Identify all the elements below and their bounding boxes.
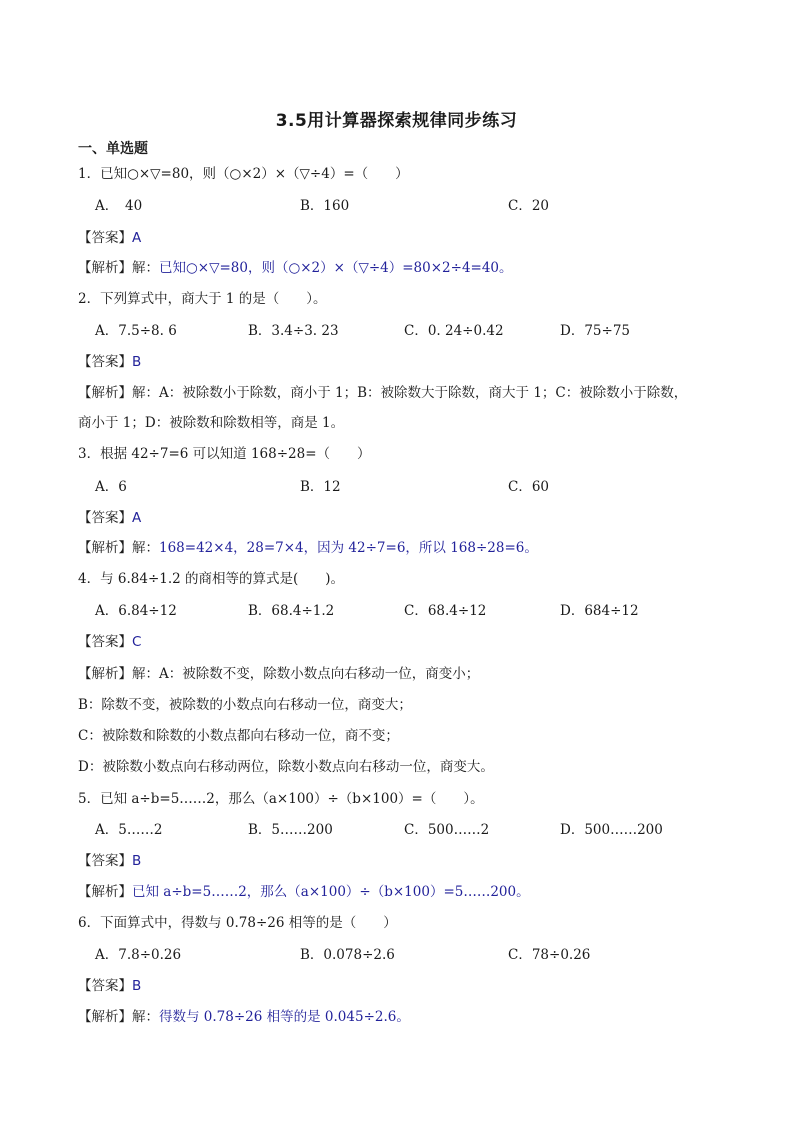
question-5-option-d: D．500……200 [560,822,663,838]
question-3-analysis [78,538,538,558]
question-2-option-d: D．75÷75 [560,323,630,339]
question-3-option-c: C．60 [508,479,550,495]
analysis-prefix: 解： [132,1009,159,1025]
question-5-analysis [78,882,530,902]
question-2-analysis-1 [78,383,687,403]
question-2-option-a: A．7.5÷8. 6 [95,323,177,339]
analysis-tag: 【解析】 [78,385,132,401]
analysis-text: 解：A：被除数小于除数，商小于 1；B：被除数大于除数，商大于 1；C：被除数小于除数， [132,385,688,401]
answer-tag: 【答案】 [78,853,132,869]
question-3-option-a: A．6 [95,479,127,495]
question-3-option-b: B．12 [300,479,341,495]
question-1-answer [78,228,141,248]
analysis-tag: 【解析】 [78,666,132,682]
analysis-prefix: 解： [132,260,159,276]
question-3-answer [78,508,141,528]
question-6-stem: 6．下面算式中，得数与 0.78÷26 相等的是（ ） [78,915,397,931]
question-4-stem: 4．与 6.84÷1.2 的商相等的算式是( )。 [78,571,345,587]
question-6-answer [78,976,141,996]
question-2-option-b: B．3.4÷3. 23 [248,323,339,339]
answer-value: B [132,354,142,370]
answer-value: C [132,634,142,650]
answer-value: A [132,230,142,246]
question-4-option-c: C．68.4÷12 [404,603,487,619]
analysis-body: 得数与 0.78÷26 相等的是 0.045÷2.6。 [159,1009,410,1025]
question-1-option-b: B．160 [300,198,350,214]
question-6-option-a: A．7.8÷0.26 [95,947,182,963]
answer-tag: 【答案】 [78,230,132,246]
question-2-stem: 2．下列算式中，商大于 1 的是（ ）。 [78,291,327,307]
answer-value: B [132,853,142,869]
question-4-answer [78,632,141,652]
question-4-analysis-3: C：被除数和除数的小数点都向右移动一位，商不变； [78,728,399,744]
answer-tag: 【答案】 [78,510,132,526]
analysis-tag: 【解析】 [78,260,132,276]
question-5-option-b: B．5……200 [248,822,333,838]
analysis-prefix: 解： [132,540,159,556]
analysis-body: 已知○×▽=80，则（○×2）×（▽÷4）=80×2÷4=40。 [159,260,513,276]
question-1-analysis [78,258,513,278]
question-1-option-a: A． 40 [95,198,143,214]
answer-value: A [132,510,142,526]
question-5-stem: 5．已知 a÷b=5……2，那么（a×100）÷（b×100）=（ ）。 [78,791,484,807]
question-4-analysis-4: D：被除数小数点向右移动两位，除数小数点向右移动一位，商变大。 [78,759,494,775]
question-5-option-a: A．5……2 [95,822,163,838]
section-heading: 一、单选题 [78,141,148,157]
question-4-option-a: A．6.84÷12 [95,603,177,619]
question-2-answer [78,352,141,372]
question-6-analysis [78,1007,410,1027]
answer-tag: 【答案】 [78,354,132,370]
analysis-tag: 【解析】 [78,540,132,556]
answer-value: B [132,978,142,994]
answer-tag: 【答案】 [78,978,132,994]
page-title: 3.5用计算器探索规律同步练习 [275,111,518,131]
question-2-analysis-2: 商小于 1；D：被除数和除数相等，商是 1。 [78,415,345,431]
analysis-tag: 【解析】 [78,1009,132,1025]
question-3-stem: 3．根据 42÷7=6 可以知道 168÷28=（ ） [78,446,371,462]
question-4-option-d: D．684÷12 [560,603,639,619]
question-6-option-c: C．78÷0.26 [508,947,591,963]
question-4-option-b: B．68.4÷1.2 [248,603,335,619]
answer-tag: 【答案】 [78,634,132,650]
analysis-body: 168=42×4，28=7×4，因为 42÷7=6，所以 168÷28=6。 [159,540,538,556]
question-1-stem: 1．已知○×▽=80，则（○×2）×（▽÷4）=（ ） [78,166,409,182]
analysis-body: 已知 a÷b=5……2，那么（a×100）÷（b×100）=5……200。 [132,884,530,900]
question-5-option-c: C．500……2 [404,822,490,838]
question-4-analysis-1 [78,664,479,684]
question-1-option-c: C．20 [508,198,550,214]
question-6-option-b: B．0.078÷2.6 [300,947,395,963]
question-5-answer [78,851,141,871]
analysis-text: 解：A：被除数不变，除数小数点向右移动一位，商变小； [132,666,480,682]
question-2-option-c: C．0. 24÷0.42 [404,323,504,339]
question-4-analysis-2: B：除数不变，被除数的小数点向右移动一位，商变大； [78,697,412,713]
analysis-tag: 【解析】 [78,884,132,900]
